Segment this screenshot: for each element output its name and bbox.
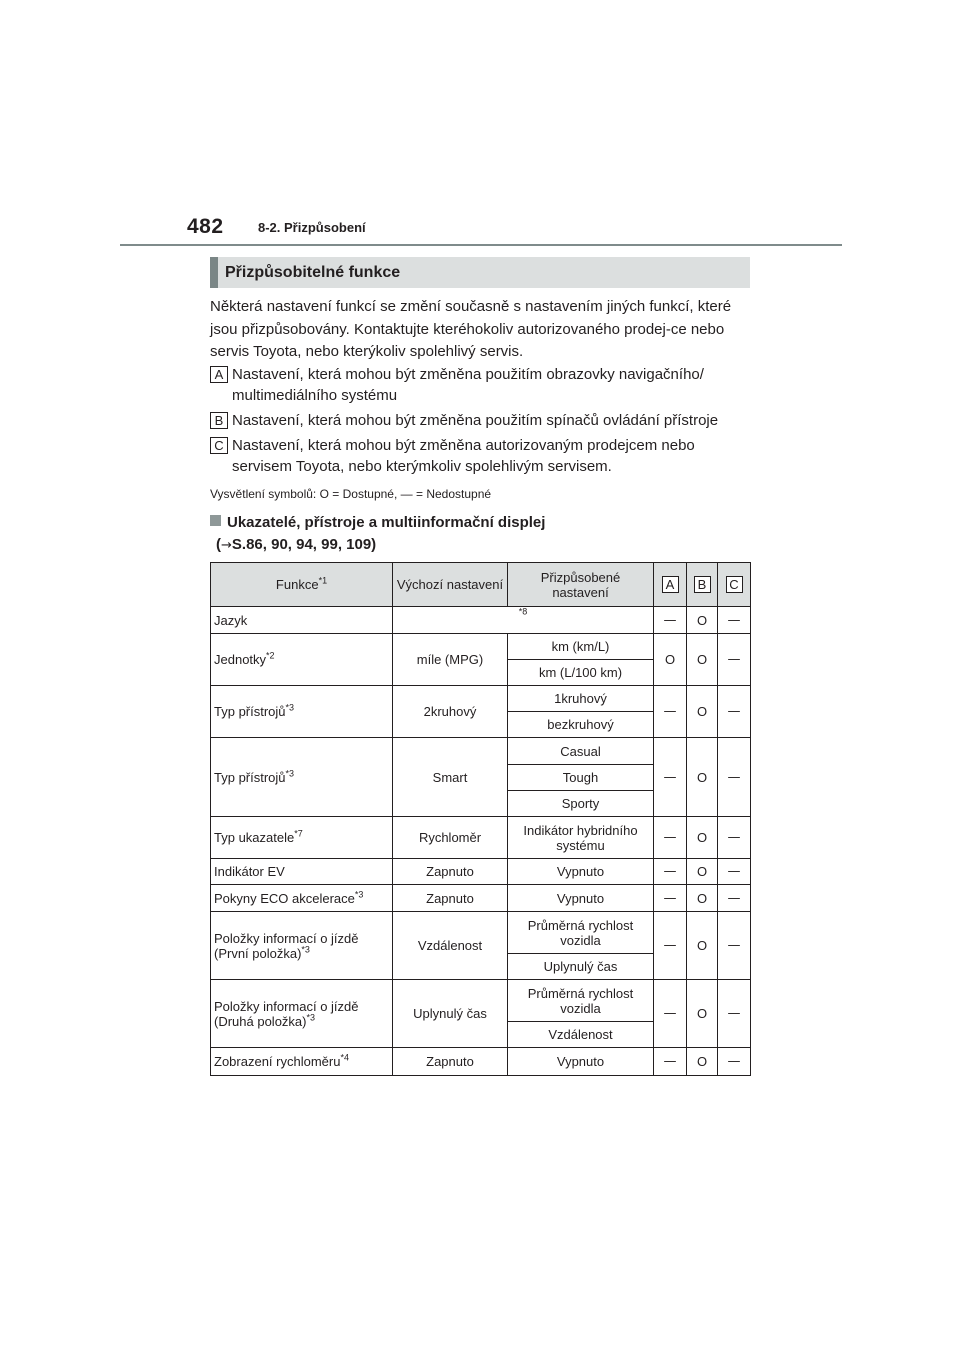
table-cell: Položky informací o jízdě (První položka)$^{*3}$ [211, 912, 393, 980]
header-custom: Přizpůsobené nastavení [508, 563, 654, 607]
legend-text-a: Nastavení, která mohou být změněna použitím obrazovky navigačního/ multimediálního systému [232, 366, 704, 404]
table-cell: Typ přístrojů$^{*3}$ [211, 738, 393, 817]
table-cell: — [718, 634, 751, 686]
table-cell: 1kruhový [508, 686, 654, 712]
table-cell: Vypnuto [508, 885, 654, 912]
table-cell: — [654, 738, 687, 817]
table-cell: Typ ukazatele$^{*7}$ [211, 817, 393, 859]
table-cell: Sporty [508, 791, 654, 817]
intro-paragraph: Některá nastavení funkcí se změní současně s nastavením jiných funkcí, které jsou přizpůsobovány. Kontaktujte kteréhokoliv autorizovaného prodej-ce nebo servis Toyota, nebo kterýkoliv spolehlivý servis. [210, 298, 732, 360]
table-cell: O [687, 885, 718, 912]
table-row [211, 885, 751, 912]
table-cell: 2kruhový [393, 686, 508, 738]
table-cell: O [687, 1048, 718, 1076]
legend-item-c [210, 435, 752, 477]
table-cell: Uplynulý čas [393, 980, 508, 1048]
table-cell: km (L/100 km) [508, 660, 654, 686]
table-cell: — [718, 817, 751, 859]
header-b: B [687, 563, 718, 607]
table-cell: — [654, 817, 687, 859]
table-cell: Rychloměr [393, 817, 508, 859]
table-row [211, 912, 751, 954]
table-cell: Průměrná rychlost vozidla [508, 912, 654, 954]
chapter-title: 8-2. Přizpůsobení [258, 220, 366, 235]
table-cell: O [654, 634, 687, 686]
table-cell: O [687, 817, 718, 859]
table-cell: Indikátor hybridního systému [508, 817, 654, 859]
table-cell: Typ přístrojů$^{*3}$ [211, 686, 393, 738]
table-cell: — [654, 686, 687, 738]
table-row [211, 634, 751, 660]
subsection-ref-open: ( [216, 536, 221, 553]
arrow-right-icon: → [221, 538, 232, 553]
subsection-ref: S.86, 90, 94, 99, 109) [231, 536, 377, 553]
header-c: C [718, 563, 751, 607]
table-cell: — [718, 859, 751, 885]
table-cell: — [654, 980, 687, 1048]
table-row [211, 980, 751, 1022]
table-cell: Pokyny ECO akcelerace$^{*3}$ [211, 885, 393, 912]
table-cell: O [687, 980, 718, 1048]
subsection-heading [210, 512, 545, 557]
header-rule [120, 244, 842, 246]
table-cell: Tough [508, 765, 654, 791]
table-cell: Casual [508, 738, 654, 765]
legend-item-b [210, 410, 752, 431]
table-cell: *8 [393, 607, 654, 634]
table-row [211, 738, 751, 765]
header-funkce: Funkce$^{*1}$ [211, 563, 393, 607]
table-cell: — [718, 885, 751, 912]
symbols-note: Vysvětlení symbolů: O = Dostupné, — = Nedostupné [210, 487, 492, 501]
table-cell: míle (MPG) [393, 634, 508, 686]
table-cell: O [687, 686, 718, 738]
legend-badge-b: B [210, 412, 228, 429]
table-cell: Vzdálenost [508, 1022, 654, 1048]
table-cell: — [718, 980, 751, 1048]
page-number: 482 [187, 215, 224, 238]
table-cell: — [718, 738, 751, 817]
table-cell: — [654, 1048, 687, 1076]
table-cell: O [687, 607, 718, 634]
table-cell: Zapnuto [393, 1048, 508, 1076]
table-row [211, 859, 751, 885]
table-cell: — [654, 912, 687, 980]
table-cell: Jednotky$^{*2}$ [211, 634, 393, 686]
section-title: Přizpůsobitelné funkce [210, 257, 750, 288]
header-default: Výchozí nastavení [393, 563, 508, 607]
table-cell: bezkruhový [508, 712, 654, 738]
legend-text-b: Nastavení, která mohou být změněna použitím spínačů ovládání přístroje [232, 412, 719, 429]
table-row [211, 817, 751, 859]
subsection-title: Ukazatelé, přístroje a multiinformační displej [227, 514, 546, 531]
table-cell: Indikátor EV [211, 859, 393, 885]
table-cell: Zobrazení rychloměru$^{*4}$ [211, 1048, 393, 1076]
table-cell: — [718, 1048, 751, 1076]
settings-table [210, 562, 751, 1076]
table-row [211, 1048, 751, 1076]
legend-text-c: Nastavení, která mohou být změněna autorizovaným prodejcem nebo servisem Toyota, nebo kterýmkoliv spolehlivým servisem. [232, 437, 695, 475]
table-cell: Uplynulý čas [508, 954, 654, 980]
square-bullet-icon [210, 515, 221, 526]
table-cell: km (km/L) [508, 634, 654, 660]
table-cell: Zapnuto [393, 885, 508, 912]
table-cell: O [687, 738, 718, 817]
legend-badge-a: A [210, 366, 228, 383]
table-cell: — [654, 885, 687, 912]
table-cell: — [654, 859, 687, 885]
table-cell: — [718, 686, 751, 738]
table-cell: Vypnuto [508, 1048, 654, 1076]
table-cell: — [654, 607, 687, 634]
table-row [211, 686, 751, 712]
table-cell: Položky informací o jízdě (Druhá položka)$^{*3}$ [211, 980, 393, 1048]
table-header-row [211, 563, 751, 607]
table-cell: Smart [393, 738, 508, 817]
table-cell: Vypnuto [508, 859, 654, 885]
table-cell: Vzdálenost [393, 912, 508, 980]
table-cell: Jazyk [211, 607, 393, 634]
table-cell: O [687, 634, 718, 686]
table-cell: Průměrná rychlost vozidla [508, 980, 654, 1022]
header-a: A [654, 563, 687, 607]
legend-item-a [210, 364, 752, 406]
legend-badge-c: C [210, 437, 228, 454]
table-row [211, 607, 751, 634]
table-cell: — [718, 607, 751, 634]
table-cell: O [687, 859, 718, 885]
table-cell: Zapnuto [393, 859, 508, 885]
table-cell: — [718, 912, 751, 980]
table-cell: O [687, 912, 718, 980]
